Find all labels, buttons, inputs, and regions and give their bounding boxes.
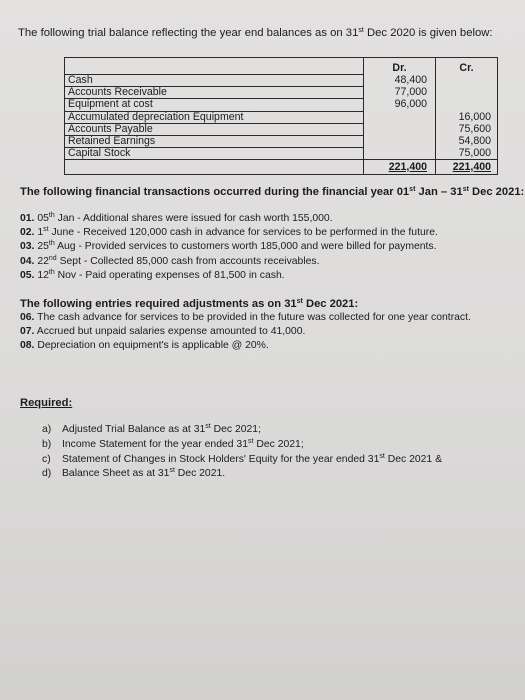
item-number: 04. [20,255,35,267]
table-row [65,111,498,123]
account-name: Accounts Payable [65,123,364,135]
debit-amount [364,111,436,123]
superscript: st [409,186,416,193]
table-row [65,136,498,148]
heading-part: Dec 2021: [302,298,359,310]
item-date: 12 [34,269,49,281]
list-item [20,226,438,240]
item-text: Statement of Changes in Stock Holders' Equity for the year ended 31 [62,453,380,465]
adjustments-list [20,311,471,354]
item-letter: c) [42,453,51,465]
transactions-heading [20,186,524,198]
item-text: Jan - Additional shares were issued for cash worth 155,000. [54,213,333,224]
item-number: 05. [20,269,35,281]
list-item [42,423,442,438]
item-text: Dec 2021 & [384,453,442,465]
header-blank-cell [65,58,364,75]
list-item [20,240,438,254]
total-credit: 221,400 [436,160,498,175]
adjustments-heading [20,298,358,310]
superscript: th [48,212,55,219]
transactions-list [20,212,438,283]
list-item [20,325,471,339]
list-item [20,269,438,283]
intro-text-part: Dec 2020 is given below: [363,27,493,39]
heading-part: Dec 2021: [468,186,525,198]
item-text: Income Statement for the year ended 31 [62,438,248,450]
item-text: Sept - Collected 85,000 cash from accounts receivables. [56,255,320,267]
superscript: th [48,240,55,248]
item-text: The cash advance for services to be provided in the future was collected for one year contract. [34,312,471,323]
trial-balance-table [64,57,498,175]
total-blank-cell [65,160,364,175]
table-row [65,123,498,135]
item-date: 25 [34,241,49,253]
item-text: Dec 2021; [210,424,261,435]
debit-amount [364,136,436,148]
superscript: th [48,268,55,276]
heading-part: The following financial transactions occurred during the financial year 01 [20,186,410,198]
account-name: Retained Earnings [65,136,364,148]
credit-amount: 75,600 [436,123,498,135]
heading-part: Jan – 31 [415,186,463,198]
account-name: Cash [65,75,364,87]
credit-amount: 75,000 [436,148,498,160]
superscript: st [379,452,385,460]
item-text: Aug - Provided services to customers worth 185,000 and were billed for payments. [54,241,437,253]
list-item [20,311,471,325]
item-text: Accrued but unpaid salaries expense amounted to 41,000. [34,326,306,338]
debit-amount: 77,000 [364,87,436,99]
total-debit: 221,400 [364,160,436,175]
superscript: st [248,437,254,445]
superscript: st [205,423,211,430]
required-list [42,423,442,482]
account-name: Accounts Receivable [65,87,364,99]
list-item [20,255,438,269]
header-dr: Dr. [364,58,436,75]
item-text: Nov - Paid operating expenses of 81,500 in cash. [54,269,285,281]
item-letter: d) [42,468,52,480]
credit-amount: 16,000 [436,111,498,123]
debit-amount: 48,400 [364,75,436,87]
list-item [20,339,471,353]
item-date: 05 [34,213,49,224]
item-date: 22 [34,255,49,267]
item-number: 08. [20,340,35,352]
item-number: 07. [20,326,35,338]
superscript: nd [48,254,57,262]
item-text: June - Received 120,000 cash in advance for services to be performed in the future. [48,227,438,239]
item-number: 02. [20,227,35,239]
item-letter: a) [42,424,52,435]
account-name: Equipment at cost [65,99,364,111]
item-text: Depreciation on equipment's is applicable @ 20%. [34,340,269,352]
account-name: Capital Stock [65,148,364,160]
credit-amount [436,99,498,111]
superscript: st [358,27,364,34]
item-text: Dec 2021; [253,438,304,450]
table-row [65,99,498,111]
list-item [42,438,442,453]
intro-text [18,27,493,39]
debit-amount [364,148,436,160]
item-text: Adjusted Trial Balance as at 31 [62,424,206,435]
debit-amount [364,123,436,135]
heading-part: The following entries required adjustments as on 31 [20,298,297,310]
item-number: 03. [20,241,35,253]
table-row [65,148,498,160]
list-item [20,212,438,226]
item-text: Dec 2021. [174,468,226,480]
item-text: Balance Sheet as at 31 [62,468,170,480]
item-number: 01. [20,213,35,224]
table-header-row [65,58,498,75]
table-row [65,75,498,87]
credit-amount [436,75,498,87]
item-letter: b) [42,438,52,450]
credit-amount: 54,800 [436,136,498,148]
total-row [65,160,498,175]
superscript: st [169,467,175,475]
superscript: st [462,186,469,193]
required-heading: Required: [20,397,73,409]
item-number: 06. [20,312,35,323]
account-name: Accumulated depreciation Equipment [65,111,364,123]
list-item [42,467,442,482]
item-date: 1 [34,227,44,239]
superscript: st [296,298,303,305]
intro-text-part: The following trial balance reflecting the year end balances as on 31 [18,27,359,39]
table-row [65,87,498,99]
list-item [42,453,442,468]
header-cr: Cr. [436,58,498,75]
debit-amount: 96,000 [364,99,436,111]
credit-amount [436,87,498,99]
superscript: st [43,226,49,234]
